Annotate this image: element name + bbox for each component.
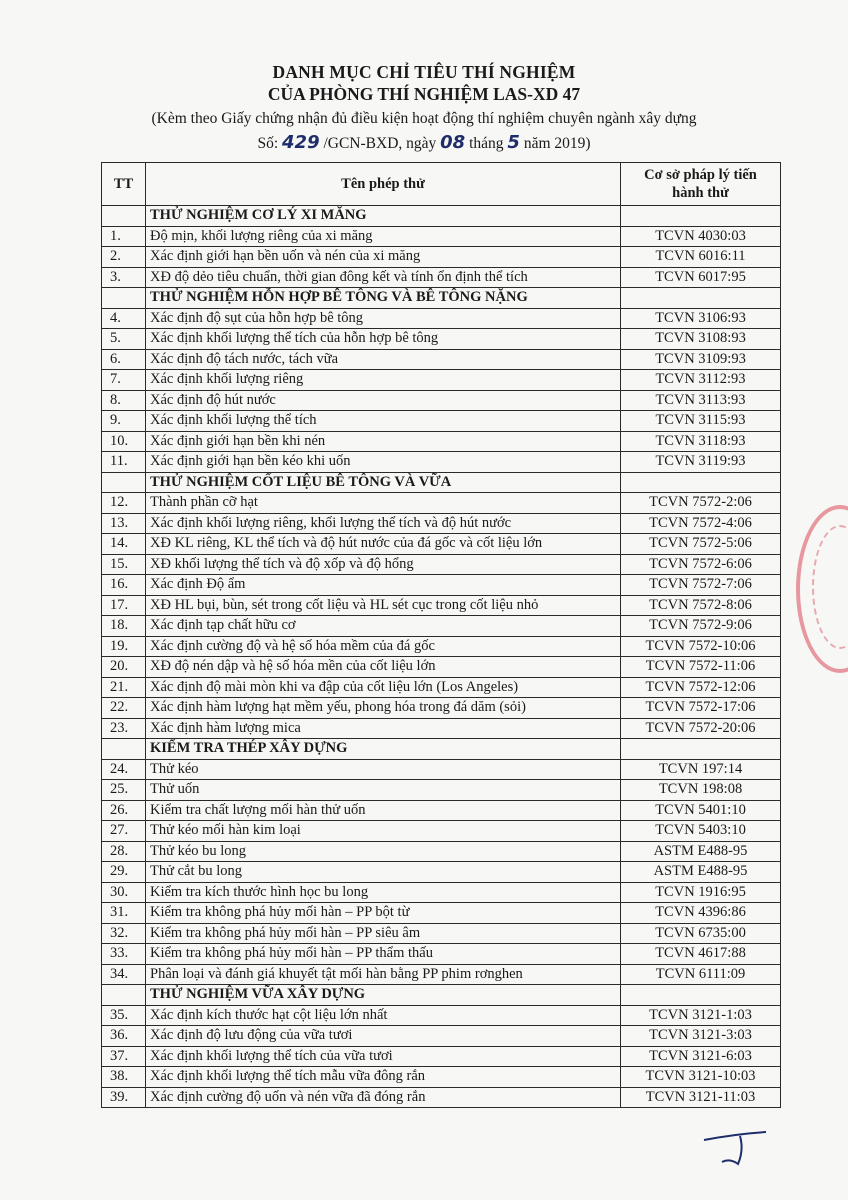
test-name: Xác định hàm lượng mica (146, 718, 621, 739)
test-name: Xác định khối lượng thể tích mẫu vữa đông rắn (146, 1067, 621, 1088)
table-row (102, 677, 781, 698)
test-name: Thử uốn (146, 780, 621, 801)
table-row (102, 759, 781, 780)
legal-standard: TCVN 3121-11:03 (621, 1087, 781, 1108)
test-name: Xác định Độ ẩm (146, 575, 621, 596)
table-row (102, 411, 781, 432)
test-list-table (101, 162, 781, 1108)
row-number: 37. (102, 1046, 146, 1067)
legal-standard: TCVN 3115:93 (621, 411, 781, 432)
row-number: 10. (102, 431, 146, 452)
row-number: 22. (102, 698, 146, 719)
row-number: 31. (102, 903, 146, 924)
table-row (102, 1087, 781, 1108)
section-title: THỬ NGHIỆM CƠ LÝ XI MĂNG (146, 206, 621, 227)
legal-standard: TCVN 7572-20:06 (621, 718, 781, 739)
row-number: 39. (102, 1087, 146, 1108)
header-legal-basis-line1: Cơ sở pháp lý tiến (644, 167, 757, 183)
table-row (102, 1067, 781, 1088)
table-row (102, 718, 781, 739)
legal-standard: TCVN 4030:03 (621, 226, 781, 247)
row-number: 29. (102, 862, 146, 883)
section-empty-cell (621, 739, 781, 760)
test-name: Xác định độ tách nước, tách vữa (146, 349, 621, 370)
test-name: Xác định khối lượng thể tích của vữa tươi (146, 1046, 621, 1067)
test-name: Xác định độ hút nước (146, 390, 621, 411)
header-legal-basis (621, 163, 781, 206)
row-number: 3. (102, 267, 146, 288)
table-row (102, 657, 781, 678)
test-name: Độ mịn, khối lượng riêng của xi măng (146, 226, 621, 247)
handwritten-page-number (700, 1128, 770, 1168)
certificate-number: 429 (282, 132, 320, 153)
table-row (102, 882, 781, 903)
document-title-line1: DANH MỤC CHỈ TIÊU THÍ NGHIỆM (272, 62, 576, 82)
table-row (102, 247, 781, 268)
test-name: Phân loại và đánh giá khuyết tật mối hàn bằng PP phim rơnghen (146, 964, 621, 985)
legal-standard: TCVN 7572-9:06 (621, 616, 781, 637)
table-row (102, 862, 781, 883)
section-row (102, 206, 781, 227)
table-row (102, 616, 781, 637)
legal-standard: TCVN 7572-17:06 (621, 698, 781, 719)
table-body (102, 206, 781, 1108)
legal-standard: TCVN 6111:09 (621, 964, 781, 985)
legal-standard: TCVN 5403:10 (621, 821, 781, 842)
legal-standard: TCVN 1916:95 (621, 882, 781, 903)
test-name: XĐ độ nén dập và hệ số hóa mền của cốt liệu lớn (146, 657, 621, 678)
row-number: 21. (102, 677, 146, 698)
table-row (102, 226, 781, 247)
row-number: 2. (102, 247, 146, 268)
legal-standard: TCVN 198:08 (621, 780, 781, 801)
test-name: XĐ khối lượng thể tích và độ xốp và độ hổng (146, 554, 621, 575)
section-empty-cell (621, 472, 781, 493)
table-row (102, 821, 781, 842)
document-title-line2: CỦA PHÒNG THÍ NGHIỆM LAS-XD 47 (267, 84, 581, 104)
table-row (102, 780, 781, 801)
header-legal-basis-line2: hành thử (672, 185, 729, 201)
test-name: XĐ HL bụi, bùn, sét trong cốt liệu và HL sét cục trong cốt liệu nhỏ (146, 595, 621, 616)
legal-standard: TCVN 4396:86 (621, 903, 781, 924)
test-name: Xác định kích thước hạt cột liệu lớn nhất (146, 1005, 621, 1026)
test-name: Kiểm tra không phá hủy mối hàn – PP bột từ (146, 903, 621, 924)
row-number: 1. (102, 226, 146, 247)
test-name: Thử kéo mối hàn kim loại (146, 821, 621, 842)
legal-standard: TCVN 3119:93 (621, 452, 781, 473)
row-number: 33. (102, 944, 146, 965)
table-row (102, 390, 781, 411)
row-number: 28. (102, 841, 146, 862)
test-name: Xác định khối lượng thể tích (146, 411, 621, 432)
test-name: Xác định khối lượng riêng (146, 370, 621, 391)
legal-standard: TCVN 7572-11:06 (621, 657, 781, 678)
table-row (102, 841, 781, 862)
table-row (102, 595, 781, 616)
section-row (102, 472, 781, 493)
certificate-number-prefix: Số: (257, 135, 279, 152)
legal-standard: TCVN 5401:10 (621, 800, 781, 821)
test-name: Kiểm tra không phá hủy mối hàn – PP thẩm thấu (146, 944, 621, 965)
issue-day: 08 (440, 132, 466, 153)
section-title: THỬ NGHIỆM VỮA XÂY DỰNG (146, 985, 621, 1006)
table-row (102, 370, 781, 391)
legal-standard: TCVN 7572-2:06 (621, 493, 781, 514)
section-empty-cell (102, 739, 146, 760)
legal-standard: TCVN 6735:00 (621, 923, 781, 944)
table-row (102, 308, 781, 329)
row-number: 12. (102, 493, 146, 514)
row-number: 11. (102, 452, 146, 473)
legal-standard: TCVN 3112:93 (621, 370, 781, 391)
row-number: 9. (102, 411, 146, 432)
legal-standard: TCVN 7572-4:06 (621, 513, 781, 534)
table-row (102, 452, 781, 473)
test-name: Xác định độ mài mòn khi va đập của cốt liệu lớn (Los Angeles) (146, 677, 621, 698)
legal-standard: TCVN 3121-10:03 (621, 1067, 781, 1088)
row-number: 26. (102, 800, 146, 821)
test-name: Xác định khối lượng riêng, khối lượng thể tích và độ hút nước (146, 513, 621, 534)
row-number: 30. (102, 882, 146, 903)
table-row (102, 431, 781, 452)
row-number: 24. (102, 759, 146, 780)
month-label: tháng (469, 135, 504, 152)
document-subtitle-line2 (0, 132, 848, 153)
table-row (102, 903, 781, 924)
table-row (102, 964, 781, 985)
test-name: Xác định giới hạn bền kéo khi uốn (146, 452, 621, 473)
test-name: Thử kéo bu long (146, 841, 621, 862)
legal-standard: ASTM E488-95 (621, 862, 781, 883)
section-row (102, 739, 781, 760)
row-number: 32. (102, 923, 146, 944)
table-row (102, 329, 781, 350)
legal-standard: TCVN 3109:93 (621, 349, 781, 370)
table-header-row (102, 163, 781, 206)
legal-standard: TCVN 7572-6:06 (621, 554, 781, 575)
row-number: 14. (102, 534, 146, 555)
table-row (102, 636, 781, 657)
section-empty-cell (102, 472, 146, 493)
legal-standard: TCVN 4617:88 (621, 944, 781, 965)
test-name: XĐ KL riêng, KL thể tích và độ hút nước của đá gốc và cốt liệu lớn (146, 534, 621, 555)
section-title: KIỂM TRA THÉP XÂY DỰNG (146, 739, 621, 760)
test-name: Xác định cường độ và hệ số hóa mềm của đá gốc (146, 636, 621, 657)
table-row (102, 923, 781, 944)
legal-standard: TCVN 197:14 (621, 759, 781, 780)
test-name: Xác định độ lưu động của vữa tươi (146, 1026, 621, 1047)
legal-standard: TCVN 6017:95 (621, 267, 781, 288)
legal-standard: TCVN 6016:11 (621, 247, 781, 268)
section-empty-cell (102, 985, 146, 1006)
legal-standard: TCVN 7572-5:06 (621, 534, 781, 555)
test-name: Thử cắt bu long (146, 862, 621, 883)
table-row (102, 267, 781, 288)
section-title: THỬ NGHIỆM HỖN HỢP BÊ TÔNG VÀ BÊ TÔNG NẶNG (146, 288, 621, 309)
row-number: 4. (102, 308, 146, 329)
test-name: Xác định khối lượng thể tích của hỗn hợp bê tông (146, 329, 621, 350)
legal-standard: TCVN 7572-10:06 (621, 636, 781, 657)
table-row (102, 554, 781, 575)
row-number: 27. (102, 821, 146, 842)
test-name: Xác định cường độ uốn và nén vữa đã đóng rắn (146, 1087, 621, 1108)
row-number: 5. (102, 329, 146, 350)
row-number: 6. (102, 349, 146, 370)
page-number (736, 1148, 737, 1149)
row-number: 13. (102, 513, 146, 534)
table-row (102, 349, 781, 370)
section-row (102, 985, 781, 1006)
issue-year: năm 2019) (523, 135, 591, 152)
test-name: Kiểm tra kích thước hình học bu long (146, 882, 621, 903)
section-empty-cell (621, 985, 781, 1006)
row-number: 25. (102, 780, 146, 801)
section-row (102, 288, 781, 309)
table-row (102, 575, 781, 596)
table-row (102, 534, 781, 555)
row-number: 16. (102, 575, 146, 596)
test-name: Xác định hàm lượng hạt mềm yếu, phong hóa trong đá dăm (sỏi) (146, 698, 621, 719)
table-row (102, 1046, 781, 1067)
section-title: THỬ NGHIỆM CỐT LIỆU BÊ TÔNG VÀ VỮA (146, 472, 621, 493)
legal-standard: TCVN 3121-3:03 (621, 1026, 781, 1047)
row-number: 7. (102, 370, 146, 391)
test-name: Xác định giới hạn bền khi nén (146, 431, 621, 452)
table-row (102, 1026, 781, 1047)
legal-standard: TCVN 7572-7:06 (621, 575, 781, 596)
row-number: 23. (102, 718, 146, 739)
issue-month: 5 (507, 132, 520, 153)
test-name: Xác định độ sụt của hỗn hợp bê tông (146, 308, 621, 329)
row-number: 8. (102, 390, 146, 411)
legal-standard: TCVN 3118:93 (621, 431, 781, 452)
section-empty-cell (621, 288, 781, 309)
row-number: 19. (102, 636, 146, 657)
legal-standard: TCVN 3121-1:03 (621, 1005, 781, 1026)
section-empty-cell (621, 206, 781, 227)
row-number: 17. (102, 595, 146, 616)
header-tt: TT (102, 163, 146, 206)
table-row (102, 1005, 781, 1026)
section-empty-cell (102, 206, 146, 227)
test-name: Xác định giới hạn bền uốn và nén của xi măng (146, 247, 621, 268)
test-name: XĐ độ dẻo tiêu chuẩn, thời gian đông kết và tính ổn định thể tích (146, 267, 621, 288)
legal-standard: ASTM E488-95 (621, 841, 781, 862)
legal-standard: TCVN 3108:93 (621, 329, 781, 350)
legal-standard: TCVN 3106:93 (621, 308, 781, 329)
table-row (102, 698, 781, 719)
certificate-code: /GCN-BXD, ngày (323, 135, 437, 152)
row-number: 35. (102, 1005, 146, 1026)
document-subtitle-line1: (Kèm theo Giấy chứng nhận đủ điều kiện hoạt động thí nghiệm chuyên ngành xây dựng (151, 110, 697, 127)
table-row (102, 493, 781, 514)
section-empty-cell (102, 288, 146, 309)
row-number: 18. (102, 616, 146, 637)
legal-standard: TCVN 7572-8:06 (621, 595, 781, 616)
test-name: Xác định tạp chất hữu cơ (146, 616, 621, 637)
legal-standard: TCVN 3121-6:03 (621, 1046, 781, 1067)
legal-standard: TCVN 3113:93 (621, 390, 781, 411)
test-name: Thử kéo (146, 759, 621, 780)
legal-standard: TCVN 7572-12:06 (621, 677, 781, 698)
table-row (102, 513, 781, 534)
row-number: 15. (102, 554, 146, 575)
test-name: Kiểm tra chất lượng mối hàn thử uốn (146, 800, 621, 821)
row-number: 34. (102, 964, 146, 985)
row-number: 36. (102, 1026, 146, 1047)
test-name: Thành phần cỡ hạt (146, 493, 621, 514)
row-number: 38. (102, 1067, 146, 1088)
row-number: 20. (102, 657, 146, 678)
table-row (102, 944, 781, 965)
test-name: Kiểm tra không phá hủy mối hàn – PP siêu âm (146, 923, 621, 944)
header-test-name: Tên phép thử (146, 163, 621, 206)
table-row (102, 800, 781, 821)
